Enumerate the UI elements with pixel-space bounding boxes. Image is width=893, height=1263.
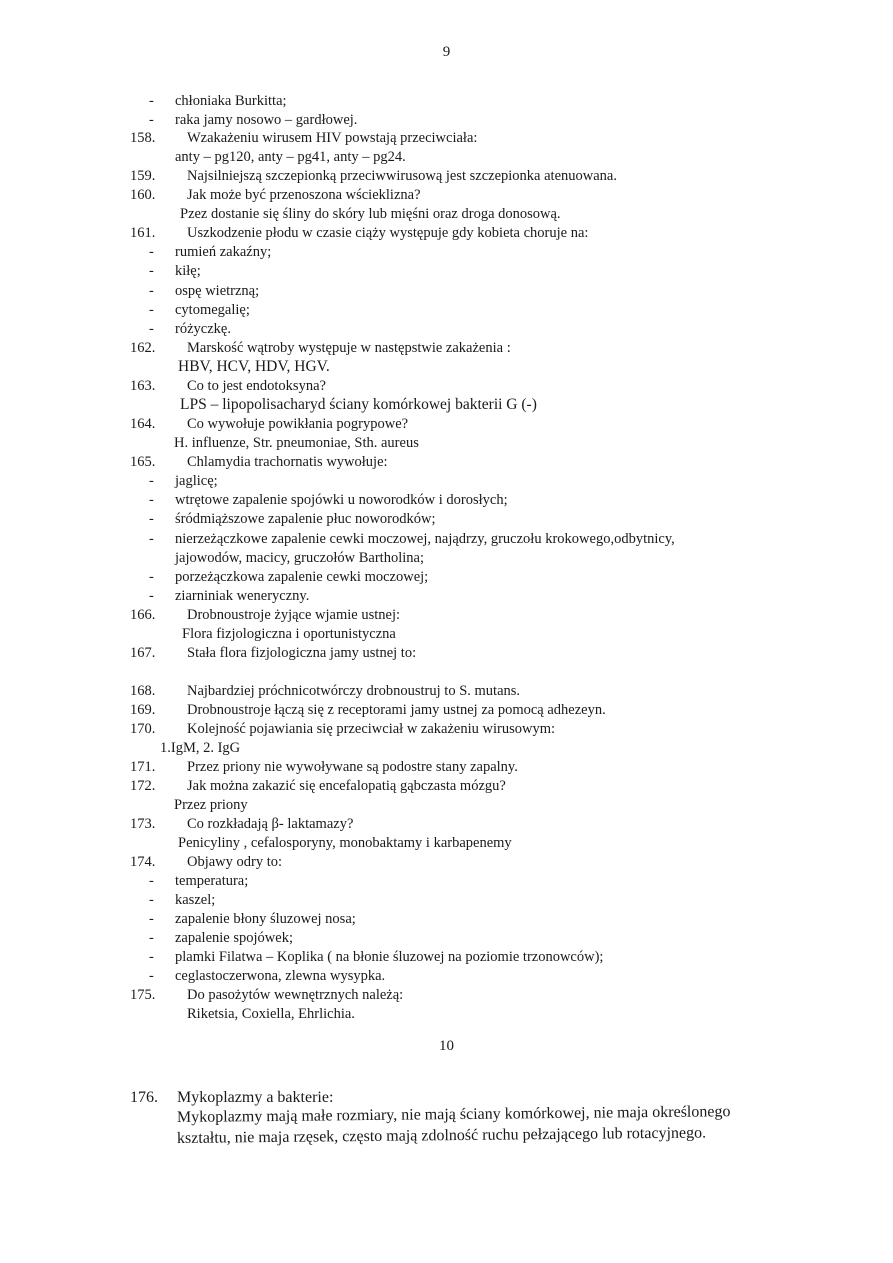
item-number: 175. — [130, 987, 156, 1003]
list-item: cytomegalię; — [175, 302, 250, 318]
list-item: zapalenie spojówek; — [175, 930, 293, 946]
item-question: Mykoplazmy a bakterie: — [177, 1089, 334, 1106]
list-item: zapalenie błony śluzowej nosa; — [175, 911, 356, 927]
bullet-dash: - — [149, 531, 154, 547]
item-number: 159. — [130, 168, 156, 184]
list-item: raka jamy nosowo – gardłowej. — [175, 112, 358, 128]
bullet-dash: - — [149, 968, 154, 984]
bullet-dash: - — [149, 93, 154, 109]
item-number: 160. — [130, 187, 156, 203]
page-number-middle: 10 — [439, 1038, 454, 1054]
item-answer: H. influenze, Str. pneumoniae, Sth. aureus — [174, 435, 419, 451]
list-item: ceglastoczerwona, zlewna wysypka. — [175, 968, 386, 984]
item-number: 169. — [130, 702, 156, 718]
list-item: ziarniniak weneryczny. — [175, 588, 310, 604]
item-question: Kolejność pojawiania się przeciwciał w zakażeniu wirusowym: — [187, 721, 556, 737]
list-item: kiłę; — [175, 263, 201, 279]
item-number: 168. — [130, 683, 156, 699]
item-answer: Pzez dostanie się śliny do skóry lub mięśni oraz droga donosową. — [180, 206, 561, 222]
item-question: Stała flora fizjologiczna jamy ustnej to: — [187, 645, 417, 661]
bullet-dash: - — [149, 263, 154, 279]
list-item: chłoniaka Burkitta; — [175, 93, 287, 109]
item-answer: kształtu, nie maja rzęsek, często mają zdolność ruchu pełzającego lub rotacyjnego. — [176, 1124, 707, 1147]
list-item: wtrętowe zapalenie spojówki u noworodków i dorosłych; — [175, 492, 508, 508]
bullet-dash: - — [149, 112, 154, 128]
item-question: Jak można zakazić się encefalopatią gąbczasta mózgu? — [187, 778, 506, 794]
bullet-dash: - — [149, 569, 154, 585]
item-question: Wzakażeniu wirusem HIV powstają przeciwciała: — [187, 130, 478, 146]
page-number-top: 9 — [442, 44, 451, 60]
bullet-dash: - — [149, 911, 154, 927]
item-question: Co rozkładają β- laktamazy? — [187, 816, 354, 832]
item-number: 166. — [130, 607, 156, 623]
bullet-dash: - — [149, 873, 154, 889]
list-item: jaglicę; — [175, 473, 218, 489]
bullet-dash: - — [149, 302, 154, 318]
list-item: ospę wietrzną; — [175, 283, 260, 299]
item-number: 176. — [130, 1089, 158, 1106]
item-question: Najbardziej próchnicotwórczy drobnoustruj to S. mutans. — [187, 683, 521, 699]
item-question: Do pasożytów wewnętrznych należą: — [187, 987, 404, 1003]
bullet-dash: - — [149, 244, 154, 260]
item-answer: 1.IgM, 2. IgG — [160, 740, 241, 756]
bullet-dash: - — [149, 283, 154, 299]
item-answer: LPS – lipopolisacharyd ściany komórkowej bakterii G (-) — [180, 396, 537, 413]
item-answer: Mykoplazmy mają małe rozmiary, nie mają ściany komórkowej, nie maja określonego — [176, 1103, 731, 1126]
item-number: 167. — [130, 645, 156, 661]
item-number: 162. — [130, 340, 156, 356]
item-question: Przez priony nie wywoływane są podostre stany zapalny. — [187, 759, 518, 775]
bullet-dash: - — [149, 949, 154, 965]
list-item: rumień zakaźny; — [175, 244, 272, 260]
item-answer: Przez priony — [174, 797, 248, 813]
item-number: 170. — [130, 721, 156, 737]
item-number: 163. — [130, 378, 156, 394]
bullet-dash: - — [149, 930, 154, 946]
item-question: Uszkodzenie płodu w czasie ciąży występuje gdy kobieta choruje na: — [187, 225, 589, 241]
item-question: Jak może być przenoszona wścieklizna? — [187, 187, 421, 203]
item-number: 161. — [130, 225, 156, 241]
item-number: 171. — [130, 759, 156, 775]
item-answer: Riketsia, Coxiella, Ehrlichia. — [187, 1006, 355, 1022]
item-question: Objawy odry to: — [187, 854, 283, 870]
item-answer: jajowodów, macicy, gruczołów Bartholina; — [175, 550, 424, 566]
item-answer: anty – pg120, anty – pg41, anty – pg24. — [175, 149, 406, 165]
list-item: porzeżączkowa zapalenie cewki moczowej; — [175, 569, 429, 585]
item-question: Drobnoustroje łączą się z receptorami jamy ustnej za pomocą adhezeyn. — [187, 702, 606, 718]
item-answer: Flora fizjologiczna i oportunistyczna — [182, 626, 396, 642]
item-number: 174. — [130, 854, 156, 870]
list-item: temperatura; — [175, 873, 249, 889]
list-item: nierzeżączkowe zapalenie cewki moczowej, najądrzy, gruczołu krokowego,odbytnicy, — [175, 531, 675, 547]
bullet-dash: - — [149, 473, 154, 489]
list-item: różyczkę. — [175, 321, 231, 337]
item-number: 158. — [130, 130, 156, 146]
bullet-dash: - — [149, 588, 154, 604]
item-number: 172. — [130, 778, 156, 794]
bullet-dash: - — [149, 492, 154, 508]
list-item: kaszel; — [175, 892, 216, 908]
bullet-dash: - — [149, 511, 154, 527]
item-number: 173. — [130, 816, 156, 832]
item-number: 165. — [130, 454, 156, 470]
item-question: Najsilniejszą szczepionką przeciwwirusową jest szczepionka atenuowana. — [187, 168, 617, 184]
item-question: Co wywołuje powikłania pogrypowe? — [187, 416, 409, 432]
list-item: plamki Filatwa – Koplika ( na błonie śluzowej na poziomie trzonowców); — [175, 949, 604, 965]
item-question: Drobnoustroje żyjące wjamie ustnej: — [187, 607, 401, 623]
bullet-dash: - — [149, 321, 154, 337]
list-item: śródmiąższowe zapalenie płuc noworodków; — [175, 511, 436, 527]
item-answer: HBV, HCV, HDV, HGV. — [178, 358, 330, 375]
bullet-dash: - — [149, 892, 154, 908]
item-question: Marskość wątroby występuje w następstwie zakażenia : — [187, 340, 511, 356]
item-answer: Penicyliny , cefalosporyny, monobaktamy i karbapenemy — [178, 835, 512, 851]
item-question: Chlamydia trachornatis wywołuje: — [187, 454, 388, 470]
item-question: Co to jest endotoksyna? — [187, 378, 326, 394]
item-number: 164. — [130, 416, 156, 432]
